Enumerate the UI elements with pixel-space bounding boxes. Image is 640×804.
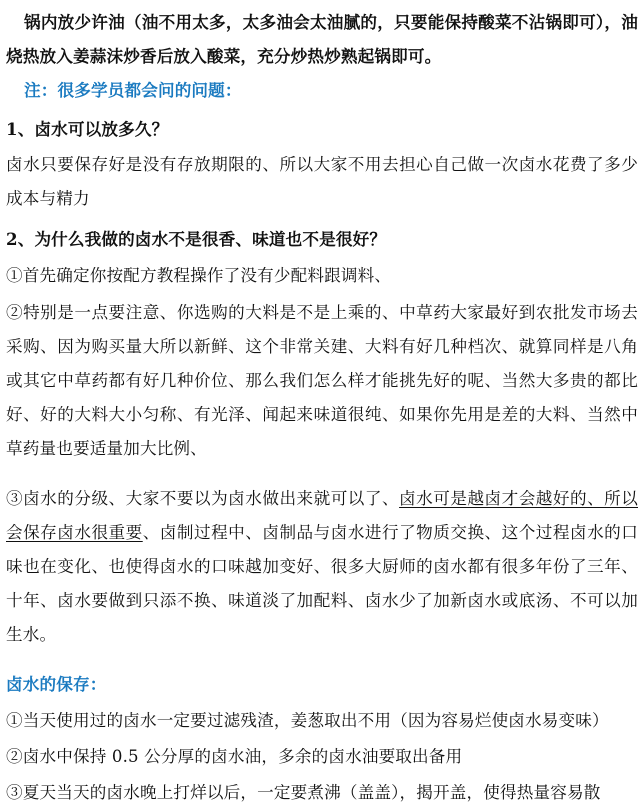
intro-paragraph: 锅内放少许油（油不用太多，太多油会太油腻的，只要能保持酸菜不沾锅即可），油烧热放入姜蒜沫炒香后放入酸菜，充分炒热炒熟起锅即可。 (6, 12, 638, 66)
point-3-text-before: ③卤水的分级、大家不要以为卤水做出来就可以了、 (6, 489, 400, 508)
answer-1: 卤水只要保存好是没有存放期限的、所以大家不用去担心自己做一次卤水花费了多少成本与精力 (6, 155, 638, 208)
question-2-point-1: ①首先确定你按配方教程操作了没有少配料跟调料、 (6, 266, 392, 285)
question-2-point-3 (6, 482, 638, 652)
point-3-text-after: 、卤制过程中、卤制品与卤水进行了物质交换、这个过程卤水的口味也在变化、也使得卤水的口味越加变好、很多大厨师的卤水都有很多年份了三年、十年、卤水要做到只添不换、味道淡了加配料、卤水少了加新卤水或底汤、不可以加生水。 (6, 523, 638, 644)
storage-item-3: ③夏天当天的卤水晚上打烊以后，一定要煮沸（盖盖），揭开盖，使得热量容易散 (6, 783, 601, 802)
point-3-underlined-text: 卤水可是越卤才会越好的、所以会保存卤水很重要 (6, 489, 638, 542)
question-2: 2、为什么我做的卤水不是很香、味道也不是很好？ (6, 229, 387, 249)
note-heading: 注：很多学员都会问的问题： (24, 80, 242, 100)
question-1: 1、卤水可以放多久？ (6, 119, 169, 139)
storage-item-2: ②卤水中保持 0.5 公分厚的卤水油，多余的卤水油要取出备用 (6, 747, 463, 766)
storage-item-1: ①当天使用过的卤水一定要过滤残渣，姜葱取出不用（因为容易烂使卤水易变味） (6, 711, 609, 730)
storage-heading: 卤水的保存： (6, 674, 107, 694)
question-2-point-2: ②特别是一点要注意、你选购的大料是不是上乘的、中草药大家最好到农批发市场去采购、因为购买量大所以新鲜、这个非常关建、大料有好几种档次、就算同样是八角或其它中草药都有好几种价位、那么我们怎么样才能挑先好的呢、当然大多贵的都比好、好的大料大小匀称、有光泽、闻起来味道很纯、如果你先用是差的大料、当然中草药量也要适量加大比例、 (6, 303, 638, 458)
